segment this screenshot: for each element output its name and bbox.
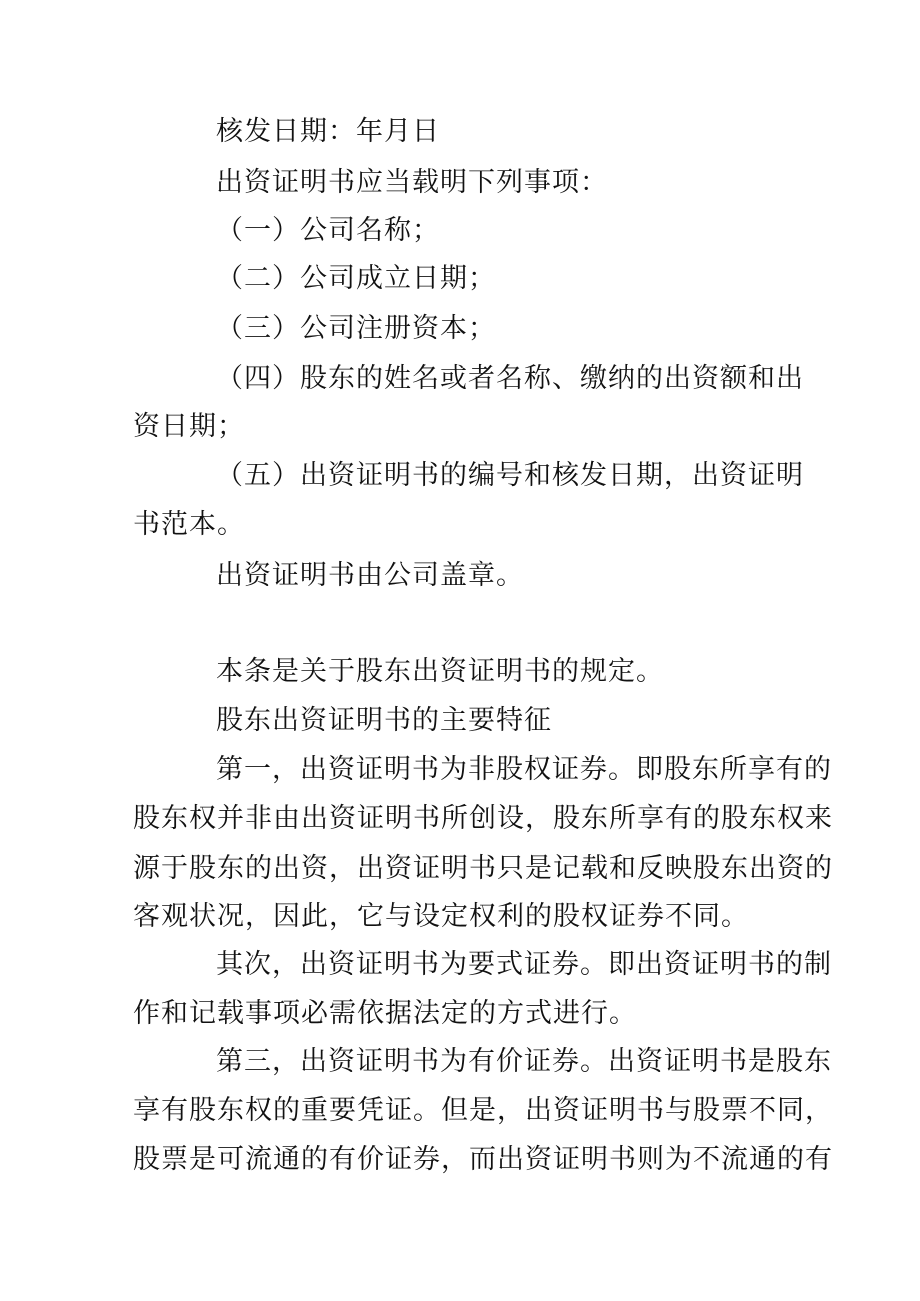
article-intro-line: 本条是关于股东出资证明书的规定。 [216,656,664,687]
third-feature-line-2: 享有股东权的重要凭证。但是，出资证明书与股票不同， [133,1095,833,1126]
first-feature-line-4: 客观状况，因此，它与设定权利的股权证券不同。 [133,901,749,932]
first-feature-line-1: 第一，出资证明书为非股权证券。即股东所享有的 [216,754,832,785]
first-feature-line-3: 源于股东的出资，出资证明书只是记载和反映股东出资的 [133,853,833,884]
item-2-line: （二）公司成立日期； [216,263,496,294]
third-feature-line-1: 第三，出资证明书为有价证券。出资证明书是股东 [216,1046,832,1077]
second-feature-line-2: 作和记载事项必需依据法定的方式进行。 [133,998,637,1029]
item-5-line: （五）出资证明书的编号和核发日期，出资证明 [216,460,804,491]
seal-line: 出资证明书由公司盖章。 [216,560,524,591]
item-5-continuation: 书范本。 [133,509,245,540]
item-3-line: （三）公司注册资本； [216,313,496,344]
features-heading: 股东出资证明书的主要特征 [216,705,552,736]
third-feature-line-3: 股票是可流通的有价证券，而出资证明书则为不流通的有 [133,1144,833,1175]
item-4-continuation: 资日期； [133,411,245,442]
second-feature-line-1: 其次，出资证明书为要式证券。即出资证明书的制 [216,949,832,980]
item-4-line: （四）股东的姓名或者名称、缴纳的出资额和出 [216,363,804,394]
first-feature-line-2: 股东权并非由出资证明书所创设，股东所享有的股东权来 [133,803,833,834]
items-intro-line: 出资证明书应当载明下列事项： [216,167,608,198]
item-1-line: （一）公司名称； [216,215,440,246]
issue-date-line: 核发日期：年月日 [216,116,440,147]
